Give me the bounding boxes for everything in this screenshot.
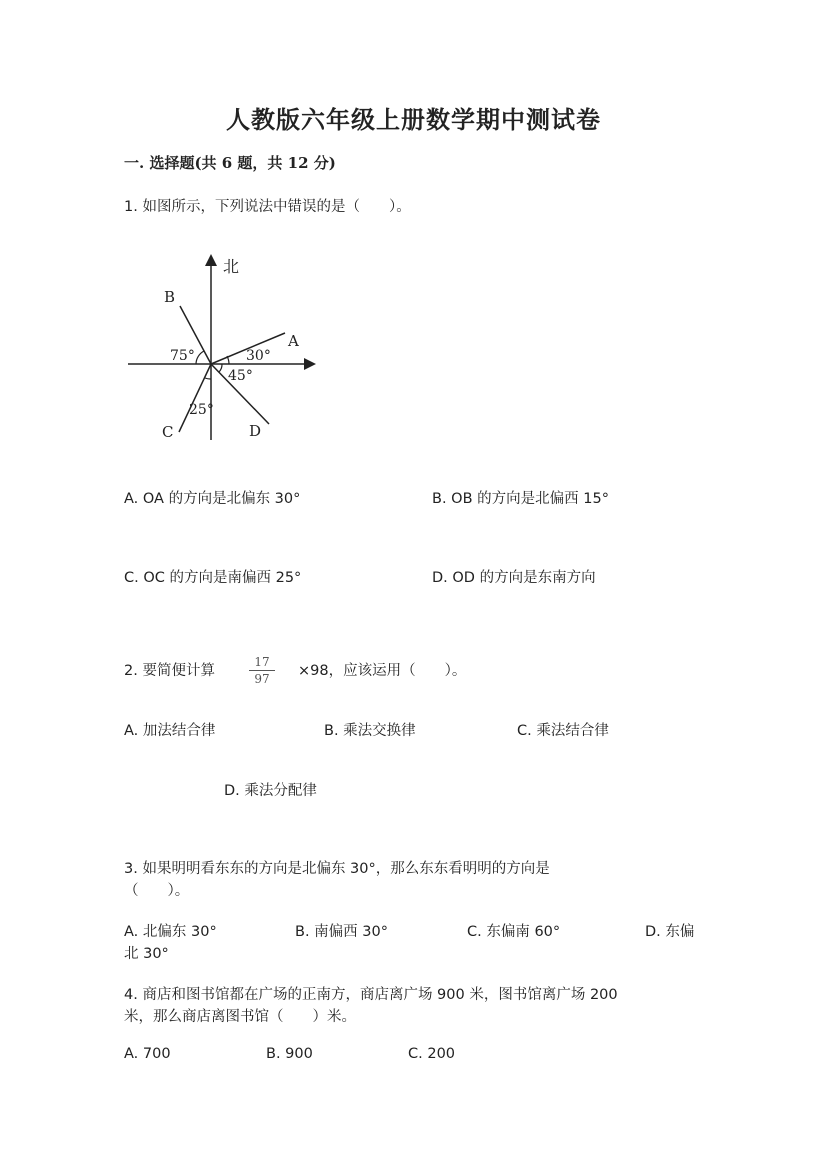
page-title: 人教版六年级上册数学期中测试卷	[226, 105, 601, 134]
label-b: B	[164, 288, 176, 306]
arc-25	[205, 378, 211, 379]
angle-25: 25°	[189, 402, 214, 418]
fraction-denominator: 97	[254, 672, 270, 686]
q3-option-a[interactable]: A. 北偏东 30°	[124, 924, 217, 940]
direction-diagram	[120, 248, 330, 448]
angle-75: 75°	[170, 348, 195, 364]
question-2-stem-prefix: 2. 要简便计算	[124, 663, 215, 679]
ray-oc	[179, 364, 211, 432]
label-a: A	[288, 332, 299, 350]
q1-option-d[interactable]: D. OD 的方向是东南方向	[432, 570, 596, 586]
q3-option-d-continued[interactable]: 北 30°	[124, 946, 169, 962]
question-4-stem-line2: 米，那么商店离图书馆（ ）米。	[124, 1009, 356, 1025]
q3-option-b[interactable]: B. 南偏西 30°	[295, 924, 388, 940]
north-label: 北	[223, 257, 240, 276]
fraction	[249, 655, 275, 686]
question-4-stem-line1: 4. 商店和图书馆都在广场的正南方，商店离广场 900 米，图书馆离广场 200	[124, 987, 618, 1003]
q2-option-d[interactable]: D. 乘法分配律	[224, 783, 317, 799]
q1-option-c[interactable]: C. OC 的方向是南偏西 25°	[124, 570, 302, 586]
label-d: D	[249, 422, 262, 440]
arc-75	[196, 351, 204, 364]
arc-45	[219, 364, 222, 372]
q2-option-c[interactable]: C. 乘法结合律	[517, 723, 609, 739]
label-c: C	[162, 423, 174, 441]
angle-45: 45°	[228, 368, 253, 384]
q4-option-a[interactable]: A. 700	[124, 1046, 171, 1062]
fraction-bar	[249, 670, 275, 671]
q2-option-a[interactable]: A. 加法结合律	[124, 723, 216, 739]
q4-option-c[interactable]: C. 200	[408, 1046, 456, 1062]
q3-option-c[interactable]: C. 东偏南 60°	[467, 924, 561, 940]
q2-option-b[interactable]: B. 乘法交换律	[324, 723, 416, 739]
q1-option-a[interactable]: A. OA 的方向是北偏东 30°	[124, 491, 301, 507]
question-3-stem-line1: 3. 如果明明看东东的方向是北偏东 30°，那么东东看明明的方向是	[124, 861, 550, 877]
q3-option-d[interactable]: D. 东偏	[645, 924, 695, 940]
angle-30: 30°	[246, 348, 271, 364]
section-heading: 一. 选择题(共 6 题，共 12 分)	[124, 154, 336, 172]
question-2-stem-suffix: ×98，应该运用（ ）。	[298, 663, 467, 679]
fraction-numerator: 17	[254, 655, 270, 669]
question-3-stem-line2: （ ）。	[124, 883, 190, 899]
q1-option-b[interactable]: B. OB 的方向是北偏西 15°	[432, 491, 609, 507]
q4-option-b[interactable]: B. 900	[266, 1046, 313, 1062]
question-1-stem: 1. 如图所示，下列说法中错误的是（ ）。	[124, 199, 411, 215]
